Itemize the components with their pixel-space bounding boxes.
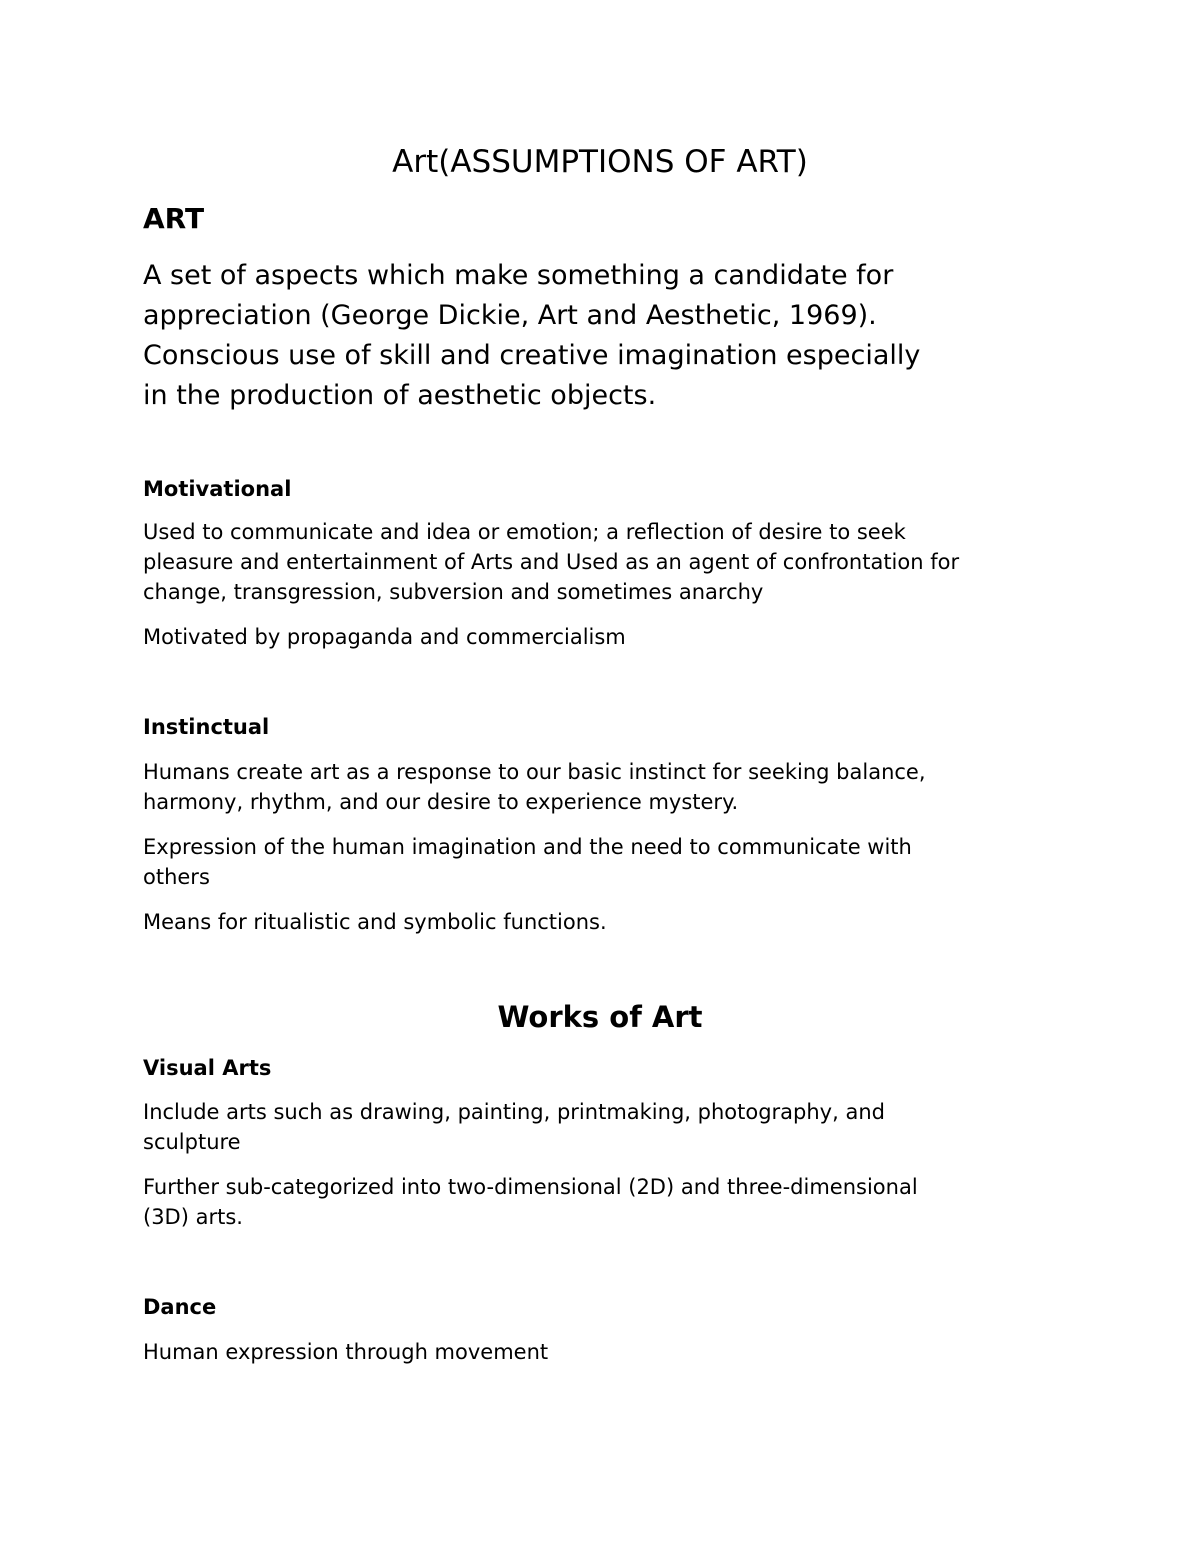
art-definition-line: Conscious use of skill and creative imagination especially bbox=[143, 340, 921, 371]
instinctual-paragraph-2 bbox=[143, 832, 912, 892]
paragraph-line: (3D) arts. bbox=[143, 1205, 243, 1229]
paragraph-line: Include arts such as drawing, painting, printmaking, photography, and bbox=[143, 1100, 885, 1124]
instinctual-paragraph-3: Means for ritualistic and symbolic functions. bbox=[143, 910, 607, 934]
paragraph-line: change, transgression, subversion and sometimes anarchy bbox=[143, 580, 764, 604]
art-definition bbox=[143, 256, 920, 416]
dance-heading: Dance bbox=[143, 1295, 217, 1319]
art-heading: ART bbox=[143, 202, 205, 235]
paragraph-line: harmony, rhythm, and our desire to experience mystery. bbox=[143, 790, 739, 814]
paragraph-line: Further sub-categorized into two-dimensional (2D) and three-dimensional bbox=[143, 1175, 918, 1199]
art-definition-line: appreciation (George Dickie, Art and Aesthetic, 1969). bbox=[143, 300, 877, 331]
paragraph-line: Used to communicate and idea or emotion; a reflection of desire to seek bbox=[143, 520, 906, 544]
instinctual-paragraph-1 bbox=[143, 757, 926, 817]
paragraph-line: Humans create art as a response to our basic instinct for seeking balance, bbox=[143, 760, 926, 784]
art-definition-line: in the production of aesthetic objects. bbox=[143, 380, 657, 411]
paragraph-line: pleasure and entertainment of Arts and Used as an agent of confrontation for bbox=[143, 550, 960, 574]
motivational-paragraph-2: Motivated by propaganda and commercialism bbox=[143, 625, 626, 649]
page-title: Art(ASSUMPTIONS OF ART) bbox=[392, 144, 808, 180]
works-of-art-heading: Works of Art bbox=[497, 1000, 703, 1034]
visual-arts-paragraph-2 bbox=[143, 1172, 918, 1232]
art-definition-line: A set of aspects which make something a candidate for bbox=[143, 260, 894, 291]
instinctual-heading: Instinctual bbox=[143, 715, 270, 739]
motivational-heading: Motivational bbox=[143, 477, 292, 501]
visual-arts-heading: Visual Arts bbox=[143, 1056, 272, 1080]
paragraph-line: sculpture bbox=[143, 1130, 241, 1154]
dance-paragraph-1: Human expression through movement bbox=[143, 1340, 549, 1364]
paragraph-line: others bbox=[143, 865, 210, 889]
motivational-paragraph-1 bbox=[143, 517, 959, 607]
visual-arts-paragraph-1 bbox=[143, 1097, 885, 1157]
paragraph-line: Expression of the human imagination and the need to communicate with bbox=[143, 835, 912, 859]
